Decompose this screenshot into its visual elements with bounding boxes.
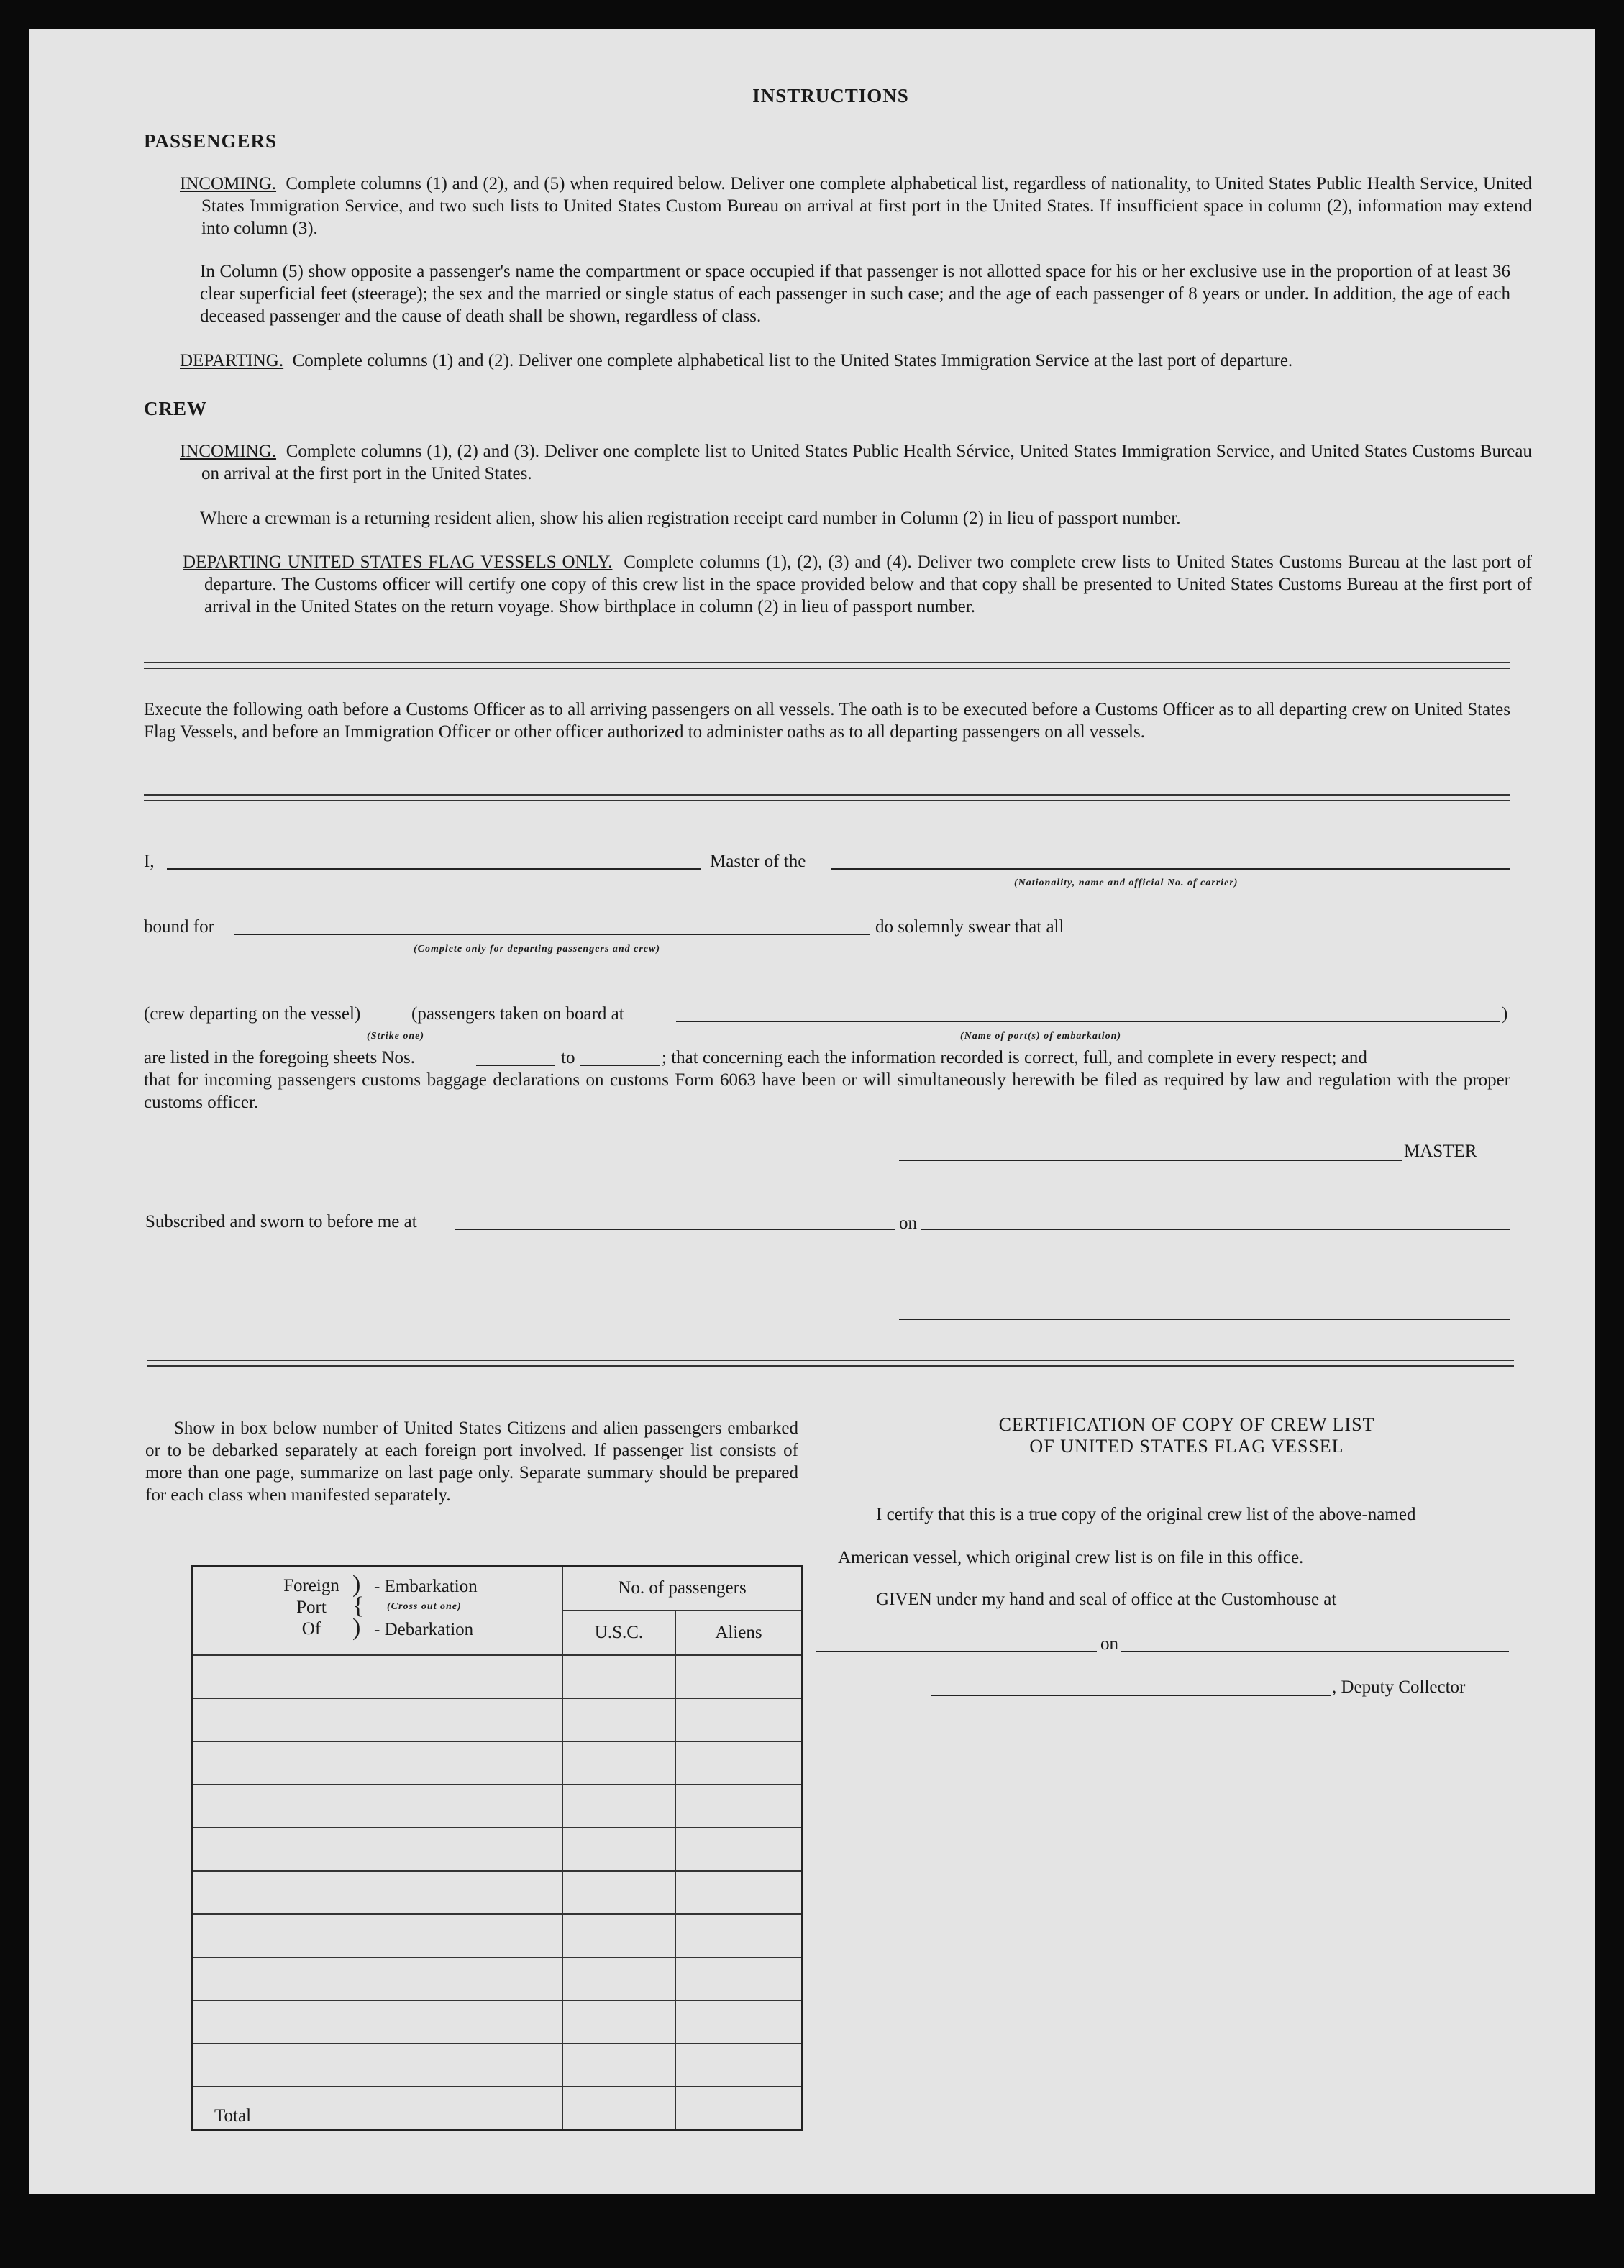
- aliens-cell[interactable]: [675, 1698, 803, 1741]
- crew-incoming-text: Complete columns (1), (2) and (3). Deliver one complete list to United States Public Health Sérvice, United States Immigration Service, and United States Customs Bureau on arrival at the first port in the United States.: [201, 442, 1532, 483]
- passengers-heading: PASSENGERS: [144, 130, 278, 152]
- oath-i-label: I,: [144, 852, 155, 871]
- summary-note: Show in box below number of United States Citizens and alien passengers embarked or to be debarked separately at each foreign port involved. If passenger list consists of more than one page, summarize on last page only. Separate summary should be prepared for each class when manifested separately.: [145, 1418, 798, 1505]
- ports-hint: (Name of port(s) of embarkation): [960, 1031, 1122, 1042]
- usc-cell[interactable]: [562, 1785, 675, 1828]
- embarkation-option[interactable]: - Embarkation: [374, 1577, 478, 1597]
- listed-rest: that for incoming passengers customs baggage declarations on customs Form 6063 have been or will simultaneously herewith be filed as required by law and regulation with the proper customs officer.: [144, 1070, 1510, 1112]
- crew-departing-lead: DEPARTING UNITED STATES FLAG VESSELS ONLY.: [183, 552, 613, 572]
- divider: [144, 662, 1510, 669]
- customhouse-field[interactable]: [816, 1651, 1097, 1652]
- carrier-field[interactable]: [831, 868, 1510, 870]
- port-cell[interactable]: [192, 2000, 563, 2044]
- aliens-cell[interactable]: [675, 1871, 803, 1914]
- table-row: [192, 1871, 803, 1914]
- table-row: [192, 1914, 803, 1957]
- master-label: MASTER: [1404, 1142, 1477, 1161]
- passengers-departing-lead: DEPARTING.: [180, 351, 284, 370]
- ports-embarkation-field[interactable]: [676, 1021, 1500, 1022]
- crew-incoming-lead: INCOMING.: [180, 442, 277, 461]
- aliens-total-cell[interactable]: [675, 2087, 803, 2130]
- bound-for-field[interactable]: [234, 934, 870, 935]
- passengers-column5-paragraph: In Column (5) show opposite a passenger's name the compartment or space occupied if that passenger is not allotted space for his or her exclusive use in the proportion of at least 36 clear superficial feet (steerage); the sex and the married or single status of each passenger in such case; and the age of each passenger of 8 years or under. In addition, the age of each deceased passenger and the cause of death shall be shown, regardless of class.: [200, 262, 1510, 326]
- debarkation-option[interactable]: - Debarkation: [374, 1620, 474, 1640]
- listed-prefix: are listed in the foregoing sheets Nos.: [144, 1048, 415, 1067]
- crew-resident-paragraph: Where a crewman is a returning resident alien, show his alien registration receipt card number in Column (2) in lieu of passport number.: [200, 509, 1181, 528]
- listed-suffix: ; that concerning each the information recorded is correct, full, and complete in every respect; and: [662, 1048, 1367, 1067]
- no-of-passengers-header: No. of passengers: [562, 1566, 803, 1611]
- port-cell[interactable]: [192, 2044, 563, 2087]
- total-label: Total: [192, 2087, 563, 2130]
- aliens-cell[interactable]: [675, 1785, 803, 1828]
- master-signature-field[interactable]: [899, 1160, 1402, 1161]
- certify-text: I certify that this is a true copy of the original crew list of the above-named: [876, 1505, 1416, 1524]
- table-row: [192, 1828, 803, 1871]
- aliens-cell[interactable]: [675, 1741, 803, 1785]
- crew-heading: CREW: [144, 398, 208, 419]
- sheet-to-field[interactable]: [580, 1065, 660, 1066]
- aliens-cell[interactable]: [675, 2044, 803, 2087]
- usc-cell[interactable]: [562, 1655, 675, 1698]
- usc-total-cell[interactable]: [562, 2087, 675, 2130]
- port-cell[interactable]: [192, 1957, 563, 2000]
- port-cell[interactable]: [192, 1785, 563, 1828]
- foreign-port-header: [192, 1566, 563, 1656]
- cert-on-label: on: [1100, 1634, 1118, 1654]
- table-row: [192, 1655, 803, 1698]
- crew-departing-paragraph: [183, 551, 1532, 618]
- certification-title-2: OF UNITED STATES FLAG VESSEL: [1029, 1436, 1344, 1457]
- divider: [144, 794, 1510, 801]
- usc-cell[interactable]: [562, 1871, 675, 1914]
- port-cell[interactable]: [192, 1828, 563, 1871]
- sheet-from-field[interactable]: [476, 1065, 555, 1066]
- subscribed-label: Subscribed and sworn to before me at: [145, 1212, 417, 1231]
- aliens-header: Aliens: [675, 1611, 803, 1655]
- close-paren: ): [1502, 1004, 1508, 1024]
- officer-signature-field[interactable]: [899, 1319, 1510, 1320]
- usc-cell[interactable]: [562, 1957, 675, 2000]
- strike-one-hint: (Strike one): [367, 1031, 425, 1042]
- carrier-hint: (Nationality, name and official No. of carrier): [1014, 878, 1238, 888]
- port-cell[interactable]: [192, 1914, 563, 1957]
- table-row: [192, 1785, 803, 1828]
- sworn-date-field[interactable]: [921, 1229, 1510, 1230]
- to-label: to: [561, 1048, 575, 1067]
- deputy-signature-field[interactable]: [931, 1695, 1331, 1696]
- cert-date-field[interactable]: [1121, 1651, 1509, 1652]
- table-row: [192, 1698, 803, 1741]
- sworn-on-label: on: [899, 1213, 917, 1233]
- usc-cell[interactable]: [562, 1741, 675, 1785]
- usc-cell[interactable]: [562, 1698, 675, 1741]
- aliens-cell[interactable]: [675, 1655, 803, 1698]
- oath-intro-paragraph: Execute the following oath before a Customs Officer as to all arriving passengers on all vessels. The oath is to be executed before a Customs Officer as to all departing crew on United States Flag Vessels, and before an Immigration Officer or other officer authorized to administer oaths as to all departing passengers on all vessels.: [144, 700, 1510, 742]
- table-row: [192, 1957, 803, 2000]
- sworn-place-field[interactable]: [455, 1229, 895, 1230]
- table-row: [192, 2000, 803, 2044]
- aliens-cell[interactable]: [675, 2000, 803, 2044]
- col-of-label: Of: [301, 1619, 321, 1639]
- given-text: GIVEN under my hand and seal of office at the Customhouse at: [876, 1590, 1337, 1609]
- certification-title-1: CERTIFICATION OF COPY OF CREW LIST: [998, 1414, 1375, 1435]
- passengers-incoming-text: Complete columns (1) and (2), and (5) when required below. Deliver one complete alphabetical list, regardless of nationality, to United States Public Health Service, United States Immigration Service, and two such lists to United States Custom Bureau on arrival at first port in the United States. If insufficient space in column (2), information may extend into column (3).: [201, 174, 1532, 238]
- page-title: INSTRUCTIONS: [752, 85, 909, 106]
- form-sheet: [29, 29, 1595, 2194]
- port-cell[interactable]: [192, 1741, 563, 1785]
- table-row: [192, 2044, 803, 2087]
- passengers-taken-option[interactable]: (passengers taken on board at: [411, 1004, 624, 1024]
- bound-for-hint: (Complete only for departing passengers and crew): [414, 944, 660, 955]
- total-row: [192, 2087, 803, 2130]
- passengers-departing-paragraph: [180, 350, 1518, 372]
- divider: [147, 1360, 1514, 1367]
- port-cell[interactable]: [192, 1655, 563, 1698]
- aliens-cell[interactable]: [675, 1828, 803, 1871]
- usc-cell[interactable]: [562, 2000, 675, 2044]
- crew-departing-option[interactable]: (crew departing on the vessel): [144, 1004, 361, 1024]
- crew-departing-text: Complete columns (1), (2), (3) and (4). Deliver two complete crew lists to United States Customs Bureau at the last port of departure. The Customs officer will certify one copy of this crew list in the space provided below and that copy shall be presented to United States Customs Bureau at the first port of arrival in the United States on the return voyage. Show birthplace in column (2) in lieu of passport number.: [204, 552, 1532, 616]
- usc-cell[interactable]: [562, 1828, 675, 1871]
- port-cell[interactable]: [192, 1871, 563, 1914]
- table-row: [192, 1741, 803, 1785]
- cross-out-hint: (Cross out one): [387, 1601, 462, 1613]
- col-port-label: Port: [296, 1598, 327, 1618]
- passengers-incoming-paragraph: [180, 173, 1532, 240]
- usc-header: U.S.C.: [562, 1611, 675, 1655]
- master-name-field[interactable]: [167, 868, 701, 870]
- deputy-collector-label: , Deputy Collector: [1332, 1677, 1466, 1697]
- usc-cell[interactable]: [562, 1914, 675, 1957]
- master-of-label: Master of the: [710, 852, 806, 871]
- aliens-cell[interactable]: [675, 1914, 803, 1957]
- port-cell[interactable]: [192, 1698, 563, 1741]
- bound-for-label: bound for: [144, 917, 214, 937]
- swear-text: do solemnly swear that all: [875, 917, 1064, 937]
- american-text: American vessel, which original crew list is on file in this office.: [838, 1548, 1304, 1567]
- aliens-cell[interactable]: [675, 1957, 803, 2000]
- passengers-incoming-lead: INCOMING.: [180, 174, 277, 193]
- passengers-departing-text: Complete columns (1) and (2). Deliver one complete alphabetical list to the United States Immigration Service at the last port of departure.: [292, 351, 1293, 370]
- usc-cell[interactable]: [562, 2044, 675, 2087]
- brace-icon: ) { ): [352, 1571, 365, 1641]
- col-foreign-label: Foreign: [283, 1576, 339, 1596]
- crew-incoming-paragraph: [180, 440, 1532, 485]
- passenger-summary-table: [191, 1565, 803, 2131]
